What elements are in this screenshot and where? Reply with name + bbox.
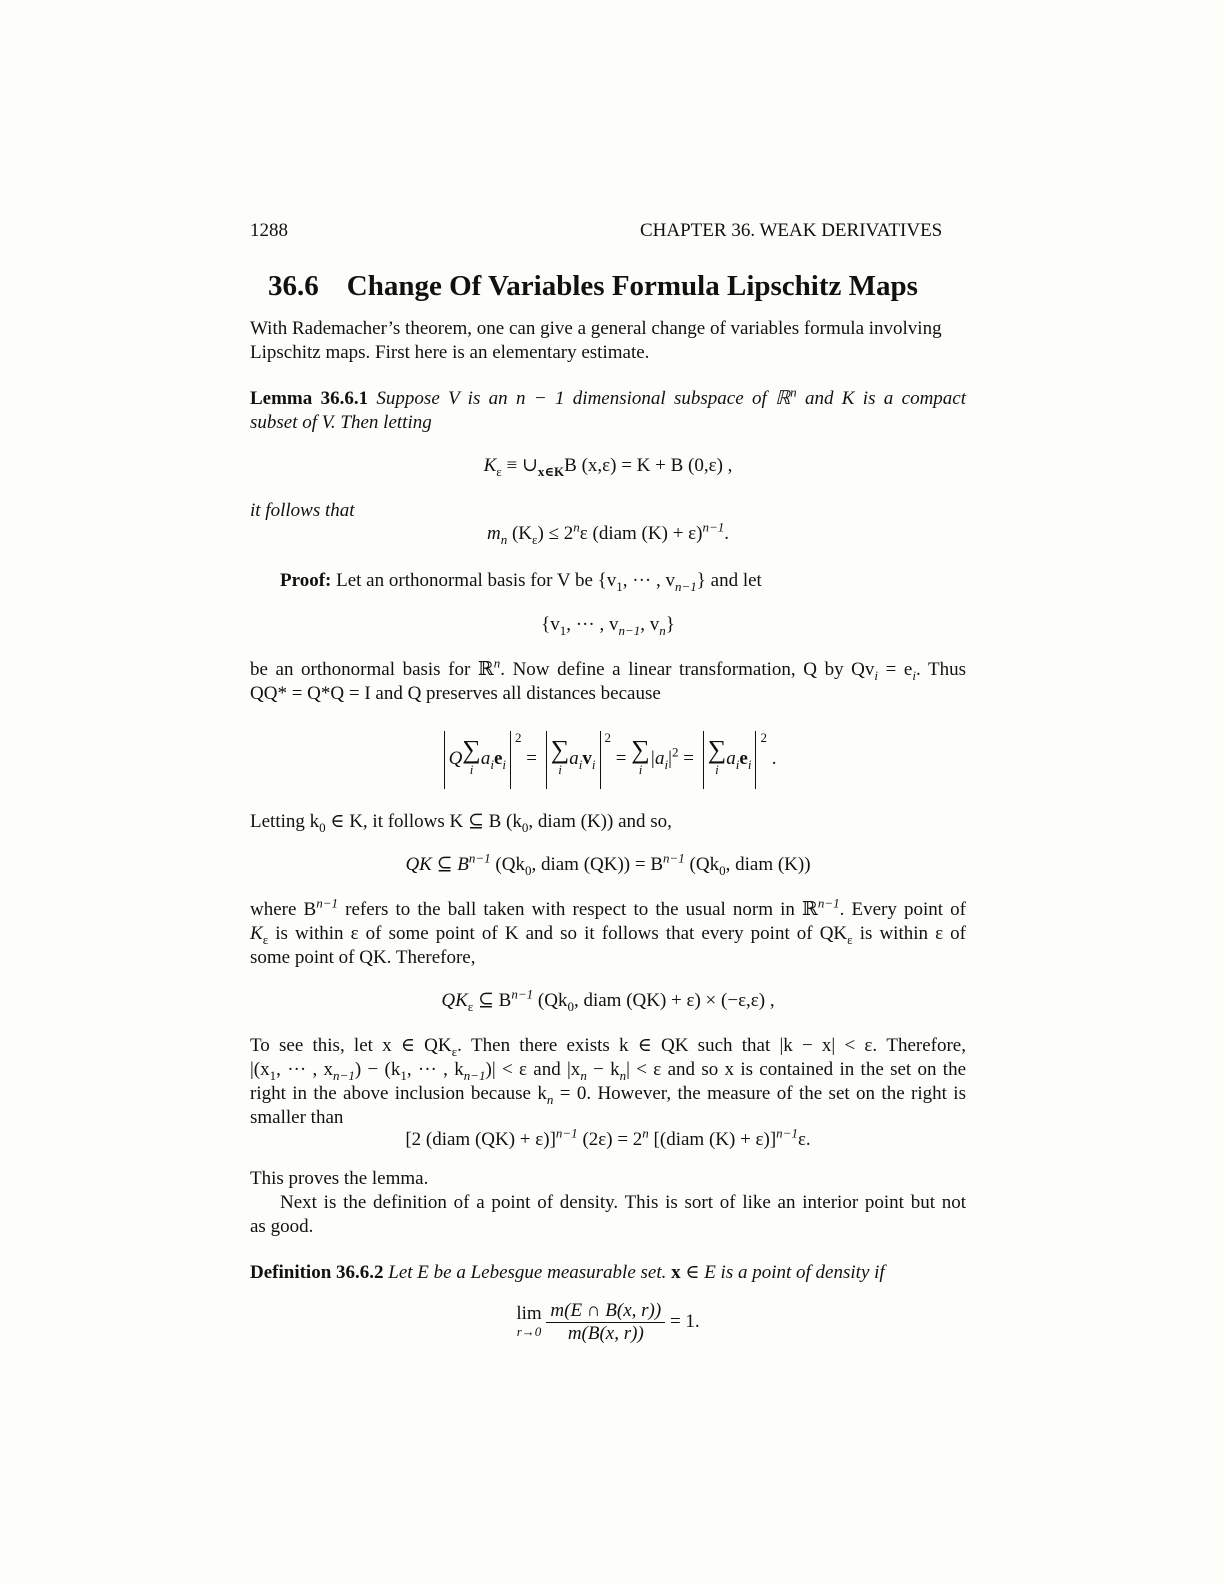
lemma-label: Lemma 36.6.1	[250, 388, 369, 409]
closing-paragraph: This proves the lemma. Next is the definition of a point of density. This is sort of like an interior point but not as good.	[250, 1168, 966, 1237]
page-number: 1288	[250, 220, 288, 241]
see-paragraph: To see this, let x ∈ $QK_\varepsilon$. Then there exists k ∈ QK such that |k − x| < ε. Therefore, $|(x_1$, ··· , $x_{n-1}) - (k_1$, ··· , $k_{n-1})| < \varepsilon$ and $|x_n - k_n| < \varepsilon$ and so x is contained in the set on the right in the above inclusion because $k_n = 0$. However, the measure of the set on the right is smaller than	[250, 1035, 967, 1128]
equation-basis: {$v_1$, ··· , $v_{n-1}$, $v_n$}	[541, 614, 675, 638]
it-follows-text: it follows that	[250, 500, 355, 521]
intro-line-1: With Rademacher’s theorem, one can give a general change of variables formula involving	[250, 318, 942, 339]
section-number: 36.6	[268, 270, 319, 302]
intro-paragraph	[250, 317, 966, 365]
section-heading	[268, 270, 918, 303]
equation-density: lim r→0 $\frac{m(E \cap B(x, r))}{m(B(x, r))}$ = 1.	[516, 1300, 700, 1344]
equation-measure-bound: $m_n$ $(K_\varepsilon) \le 2^n\varepsilon$ (diam (K) + ε)$^{n-1}$.	[486, 519, 729, 547]
running-header: CHAPTER 36. WEAK DERIVATIVES	[640, 220, 943, 241]
section-title: Change Of Variables Formula Lipschitz Maps	[346, 270, 918, 302]
definition-label: Definition 36.6.2	[250, 1262, 384, 1283]
equation-qk-ball: QK ⊆ $B^{n-1}$ ($Qk_0$, diam $(QK)) = B^{n-1}$ ($Qk_0$, diam (K))	[405, 850, 811, 878]
definition-statement: Definition 36.6.2 Let E be a Lebesgue measurable set. x ∈ E is a point of density if	[250, 1262, 885, 1283]
equation-qk-epsilon: $QK_\varepsilon$ ⊆ $B^{n-1}$ ($Qk_0$, diam (QK) + ε) × (−ε,ε) ,	[441, 986, 775, 1014]
intro-line-2: Lipschitz maps. First here is an elementary estimate.	[250, 342, 650, 363]
proof-line-1: Proof: Let an orthonormal basis for V be {$v_1$, ··· , $v_{n-1}$} and let	[280, 570, 762, 594]
proof-label: Proof:	[280, 570, 332, 591]
letting-line: Letting $k_0$ ∈ K, it follows K ⊆ B ($k_0$, diam (K)) and so,	[250, 811, 672, 835]
where-paragraph: where $B^{n-1}$ refers to the ball taken with respect to the usual norm in ℝ$^{n-1}$. Every point of $K_\varepsilon$ is within ε of some point of K and so it follows that every point of $QK_\varepsilon$ is within ε of some point of QK. Therefore,	[250, 895, 966, 968]
equation-k-epsilon: $K_\varepsilon$ ≡ $\cup_{x\in K}B$ (x,ε) = K + B (0,ε) ,	[483, 455, 733, 479]
equation-measure-estimate: [2 (diam (QK) + ε)]$^{n-1}$ $(2\varepsilon) = 2^n$ [(diam (K) + ε)]$^{n-1}$ε.	[405, 1125, 811, 1150]
lemma-statement: Lemma 36.6.1 Suppose V is an n − 1 dimensional subspace of ℝ$^n$ and K is a compact subset of V. Then letting	[250, 384, 967, 433]
equation-norm-preservation: Q ∑ i $a_ie_i^2$ = ∑ i $a_iv_i^2$ = ∑ i $|a_i|^2$ = ∑ i $a_ie_i^2$ .	[250, 724, 966, 794]
orthonormal-paragraph: be an orthonormal basis for ℝ$^n$. Now define a linear transformation, Q by $Qv_i = e_i$. Thus QQ* = Q*Q = I and Q preserves all distances because	[250, 655, 966, 704]
